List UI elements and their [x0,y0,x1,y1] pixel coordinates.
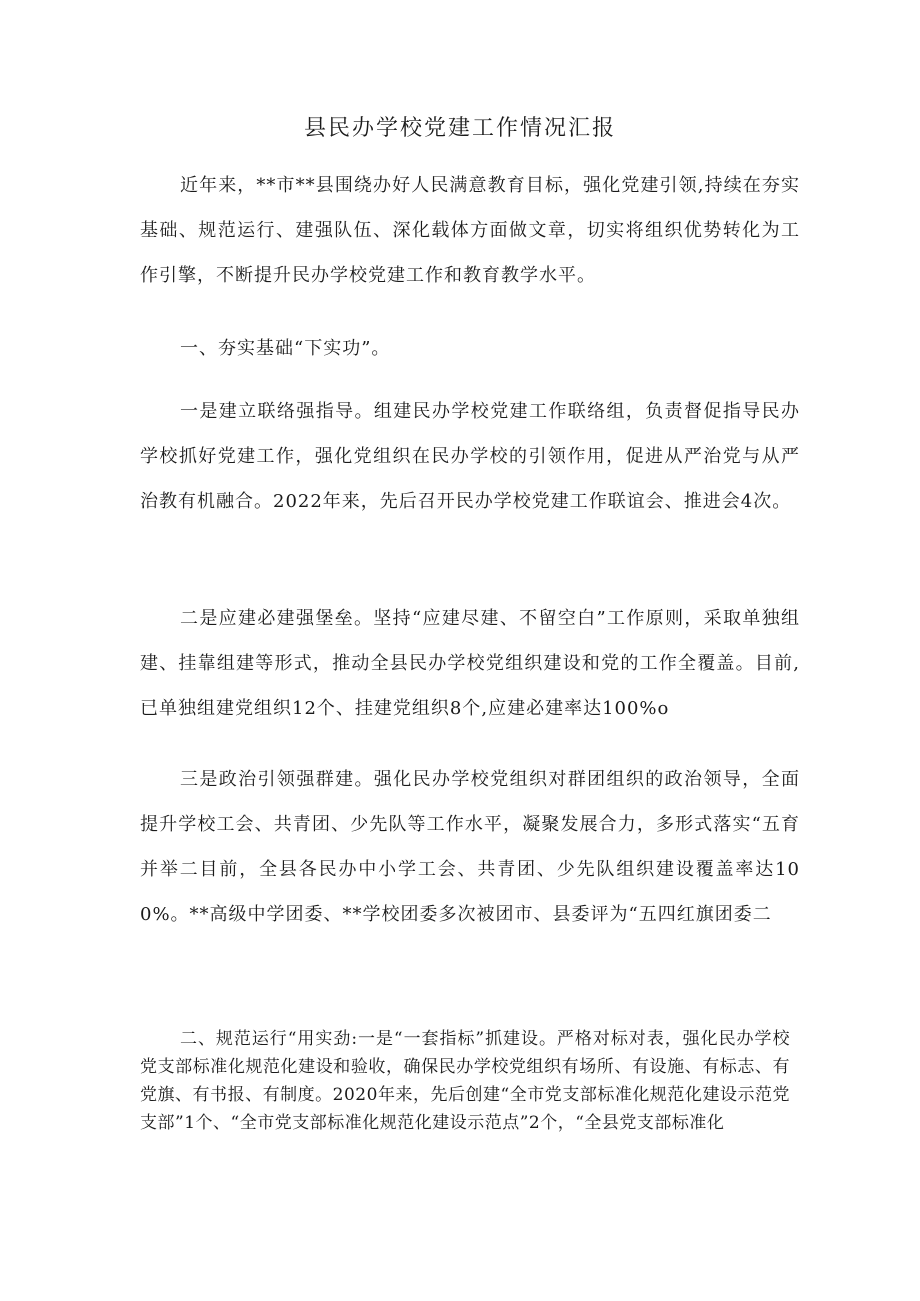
document-title: 县民办学校党建工作情况汇报 [303,116,616,141]
paragraph-political-guidance: 三是政治引领强群建。强化民办学校党组织对群团组织的政治领导，全面提升学校工会、共青团、少先队等工作水平，凝聚发展合力，多形式落实“五育并举二目前，全县各民办中小学工会、共青团、少先队组织建设覆盖率达100%。**高级中学团委、**学校团委多次被团市、县委评为“五四红旗团委二 [140,769,800,925]
section-heading-1: 一、夯实基础“下实功”。 [180,338,391,359]
paragraph-intro: 近年来，**市**县围绕办好人民满意教育目标，强化党建引领,持续在夯实基础、规范运行、建强队伍、深化载体方面做文章，切实将组织优势转化为工作引擎，不断提升民办学校党建工作和教育教学水平。 [140,175,800,286]
paragraph-standardization: 二、规范运行“用实劲:一是“一套指标”抓建设。严格对标对表，强化民办学校党支部标准化规范化建设和验收，确保民办学校党组织有场所、有设施、有标志、有党旗、有书报、有制度。2020年来，先后创建“全市党支部标准化规范化建设示范党支部”1个、“全市党支部标准化规范化建设示范点”2个，“全县党支部标准化 [140,1029,790,1133]
paragraph-organization: 二是应建必建强堡垒。坚持“应建尽建、不留空白”工作原则，采取单独组建、挂靠组建等形式，推动全县民办学校党组织建设和党的工作全覆盖。目前,已单独组建党组织12个、挂建党组织8个,应建必建率达100%o [140,608,800,719]
paragraph-liaison: 一是建立联络强指导。组建民办学校党建工作联络组，负责督促指导民办学校抓好党建工作，强化党组织在民办学校的引领作用，促进从严治党与从严治教有机融合。2022年来，先后召开民办学校党建工作联谊会、推进会4次。 [140,401,800,512]
